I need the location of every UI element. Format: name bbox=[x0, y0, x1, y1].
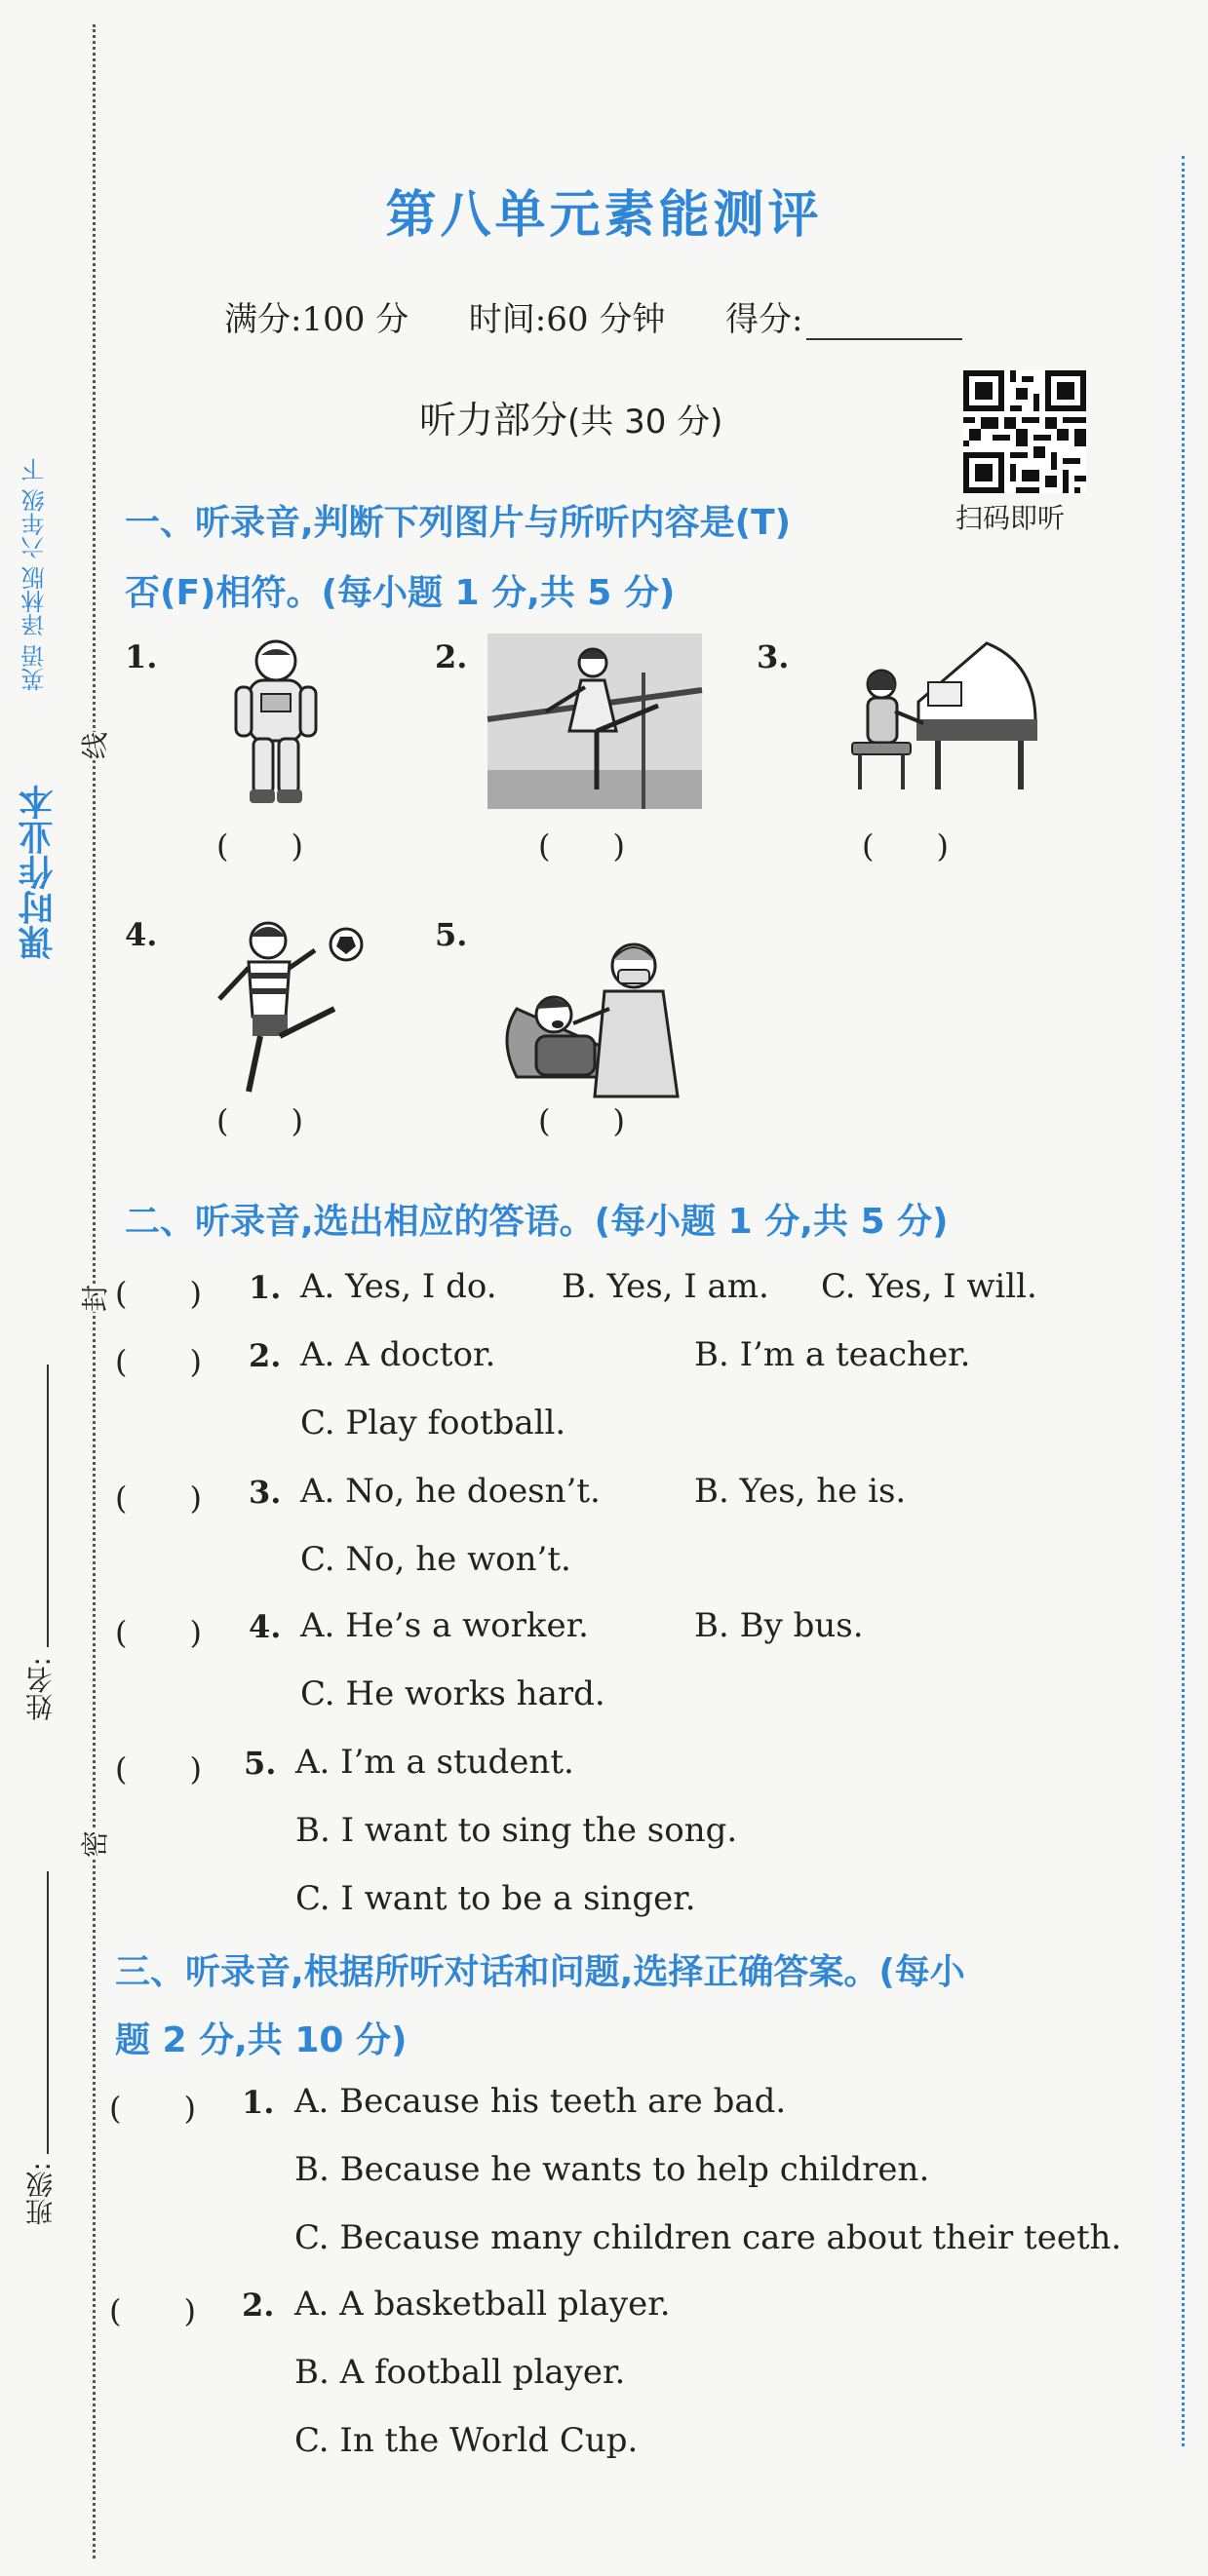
s2-q4-answer[interactable]: ( ) bbox=[115, 1614, 202, 1651]
s3-q2-option-b[interactable]: B. A football player. bbox=[294, 2353, 626, 2392]
section1-heading-line2: 否(F)相符。(每小题 1 分,共 5 分) bbox=[125, 573, 676, 613]
s2-q2-option-b[interactable]: B. I’m a teacher. bbox=[694, 1335, 971, 1374]
section3-heading-line2: 题 2 分,共 10 分) bbox=[115, 2020, 408, 2060]
s3-q1-option-b[interactable]: B. Because he wants to help children. bbox=[294, 2150, 930, 2189]
s3-q2-option-c[interactable]: C. In the World Cup. bbox=[294, 2421, 639, 2460]
s2-q3-number: 3. bbox=[249, 1474, 282, 1511]
s2-q2-number: 2. bbox=[249, 1337, 282, 1374]
score-label: 得分: bbox=[724, 300, 803, 339]
s1-item5-answer[interactable]: ( ) bbox=[538, 1102, 625, 1139]
s2-q5-number: 5. bbox=[244, 1745, 277, 1782]
s3-q1-option-c[interactable]: C. Because many children care about their teeth. bbox=[294, 2218, 1122, 2257]
s2-q1-answer[interactable]: ( ) bbox=[115, 1275, 202, 1312]
s2-q3-option-b[interactable]: B. Yes, he is. bbox=[694, 1472, 907, 1511]
s2-q2-option-a[interactable]: A. A doctor. bbox=[300, 1335, 496, 1374]
astronaut-icon bbox=[222, 634, 330, 813]
ballet-dancer-icon bbox=[487, 634, 702, 813]
s2-q1-option-a[interactable]: A. Yes, I do. bbox=[300, 1267, 497, 1306]
score-info-row bbox=[224, 292, 962, 340]
s2-q3-option-a[interactable]: A. No, he doesn’t. bbox=[300, 1472, 601, 1511]
s2-q2-answer[interactable]: ( ) bbox=[115, 1343, 202, 1380]
s1-item5-number: 5. bbox=[435, 916, 468, 953]
s3-q1-number: 1. bbox=[242, 2084, 275, 2121]
s2-q1-option-c[interactable]: C. Yes, I will. bbox=[821, 1267, 1037, 1306]
s1-item4-answer[interactable]: ( ) bbox=[216, 1102, 303, 1139]
s3-q2-option-a[interactable]: A. A basketball player. bbox=[294, 2285, 671, 2324]
s3-q2-answer[interactable]: ( ) bbox=[109, 2292, 196, 2329]
s3-q2-number: 2. bbox=[242, 2287, 275, 2324]
s1-item3-number: 3. bbox=[757, 638, 790, 675]
s2-q1-number: 1. bbox=[249, 1269, 282, 1306]
s2-q3-option-c[interactable]: C. No, he won’t. bbox=[300, 1540, 571, 1579]
s2-q5-option-c[interactable]: C. I want to be a singer. bbox=[295, 1879, 696, 1918]
s1-item2-answer[interactable]: ( ) bbox=[538, 827, 625, 865]
qr-label: 扫码即听 bbox=[955, 502, 1066, 534]
s1-item3-answer[interactable]: ( ) bbox=[862, 827, 949, 865]
section1-heading-line1: 一、听录音,判断下列图片与所听内容是(T) bbox=[125, 503, 792, 543]
s2-q4-option-b[interactable]: B. By bus. bbox=[694, 1606, 864, 1645]
s1-item1-number: 1. bbox=[125, 638, 158, 675]
s2-q5-option-b[interactable]: B. I want to sing the song. bbox=[295, 1811, 738, 1850]
s2-q4-number: 4. bbox=[249, 1608, 282, 1645]
side-subject-text: 英语 译林版 六年级 下 bbox=[21, 458, 49, 691]
dentist-icon bbox=[497, 931, 702, 1110]
seal-char-xian: 线 bbox=[74, 732, 113, 759]
football-player-icon bbox=[210, 911, 375, 1110]
section3-heading-line1: 三、听录音,根据所听对话和问题,选择正确答案。(每小 bbox=[115, 1952, 965, 1992]
qr-code-icon[interactable] bbox=[963, 370, 1086, 493]
s2-q5-option-a[interactable]: A. I’m a student. bbox=[295, 1743, 574, 1782]
side-brand-logo: 课时作业本 bbox=[19, 785, 58, 960]
s2-q2-option-c[interactable]: C. Play football. bbox=[300, 1403, 566, 1442]
seal-char-mi: 密 bbox=[74, 1830, 113, 1858]
class-label: 班级: bbox=[24, 2162, 57, 2226]
page-title: 第八单元素能测评 bbox=[385, 186, 823, 245]
s2-q1-option-b[interactable]: B. Yes, I am. bbox=[562, 1267, 769, 1306]
full-score: 满分:100 分 bbox=[224, 300, 409, 339]
name-field-line[interactable] bbox=[47, 1365, 49, 1647]
s2-q4-option-a[interactable]: A. He’s a worker. bbox=[300, 1606, 589, 1645]
s3-q1-answer[interactable]: ( ) bbox=[109, 2090, 196, 2127]
name-label: 姓名: bbox=[24, 1657, 57, 1721]
s1-item4-number: 4. bbox=[125, 916, 158, 953]
seal-char-feng: 封 bbox=[74, 1285, 113, 1312]
time-limit: 时间:60 分钟 bbox=[468, 300, 666, 339]
s2-q4-option-c[interactable]: C. He works hard. bbox=[300, 1674, 605, 1713]
right-border-dotted-line bbox=[1182, 156, 1185, 2446]
section2-heading: 二、听录音,选出相应的答语。(每小题 1 分,共 5 分) bbox=[125, 1202, 949, 1242]
s2-q5-answer[interactable]: ( ) bbox=[115, 1750, 202, 1788]
listening-heading: 听力部分(共 30 分) bbox=[419, 399, 723, 442]
s1-item2-number: 2. bbox=[435, 638, 468, 675]
s1-item1-answer[interactable]: ( ) bbox=[216, 827, 303, 865]
s3-q1-option-a[interactable]: A. Because his teeth are bad. bbox=[294, 2082, 787, 2121]
piano-player-icon bbox=[840, 634, 1045, 813]
class-field-line[interactable] bbox=[47, 1871, 49, 2154]
score-blank[interactable] bbox=[806, 309, 962, 340]
s2-q3-answer[interactable]: ( ) bbox=[115, 1480, 202, 1517]
